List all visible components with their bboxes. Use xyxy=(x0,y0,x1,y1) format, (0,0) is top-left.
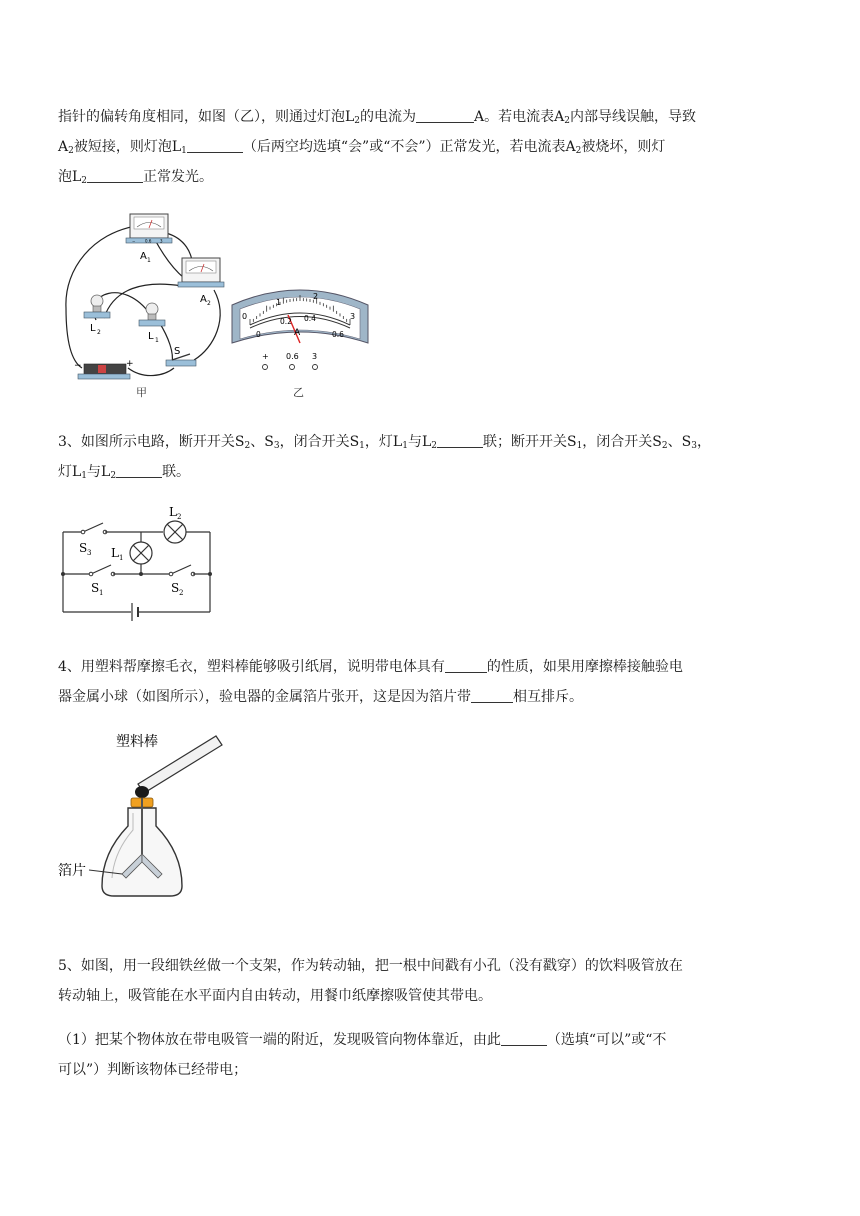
text: ，灯 xyxy=(364,434,393,450)
label-a1: A xyxy=(140,251,147,262)
symbol: L xyxy=(171,139,182,155)
text: 的性质，如果用摩擦棒接触验电 xyxy=(486,659,683,675)
text: （后两空均选填“会”或“不会”）正常发光，若电流表 xyxy=(242,139,566,155)
symbol: L xyxy=(392,434,403,450)
battery-plus: + xyxy=(126,359,134,369)
subscript: 3 xyxy=(691,441,697,451)
text: 、 xyxy=(667,434,682,450)
q2-line-3 xyxy=(58,162,803,192)
q4-line-2 xyxy=(58,682,803,712)
text: 指针的偏转角度相同，如图（乙），则通过灯泡 xyxy=(58,109,345,125)
text: 4、用塑料帮摩擦毛衣，塑料棒能够吸引纸屑，说明带电体具有 xyxy=(58,659,445,675)
symbol: A xyxy=(554,109,565,125)
q3-line-2 xyxy=(58,457,803,487)
terminal-label: − xyxy=(132,238,136,244)
circuit-schematic xyxy=(55,500,220,625)
text: 、 xyxy=(250,434,265,450)
terminal-plus: + xyxy=(262,352,269,361)
junction xyxy=(139,572,143,576)
subscript: 2 xyxy=(81,176,88,186)
label-a2: A xyxy=(200,294,207,305)
subscript: 2 xyxy=(354,116,361,126)
terminal-0-6: 0.6 xyxy=(286,352,299,361)
text: 内部导线误触，导致 xyxy=(570,109,697,125)
symbol: S xyxy=(652,434,662,450)
label-l2-sub: 2 xyxy=(177,513,182,521)
terminal-label: 0.6 xyxy=(145,238,152,244)
label-s3-sub: 3 xyxy=(87,549,92,557)
caption-yi: 乙 xyxy=(293,386,304,399)
text: （选填“可以”或“不 xyxy=(546,1032,667,1048)
terminal-post xyxy=(313,365,318,370)
subscript: 1 xyxy=(402,441,408,451)
text: 泡 xyxy=(58,169,72,185)
symbol: S xyxy=(681,434,692,450)
switch-contact xyxy=(81,530,85,534)
bottom-scale-0: 0 xyxy=(256,330,261,339)
top-scale-1: 1 xyxy=(276,298,282,307)
top-scale-0: 0 xyxy=(242,312,248,321)
label-s3: S xyxy=(79,541,88,555)
answer-blank-judge[interactable] xyxy=(501,1031,547,1046)
symbol: L xyxy=(72,464,82,480)
symbol: L xyxy=(72,169,82,185)
symbol: L xyxy=(101,464,111,480)
symbol: A xyxy=(565,139,576,155)
text: ，闭合开关 xyxy=(582,434,653,450)
answer-blank-property[interactable] xyxy=(445,658,487,673)
switch-s xyxy=(166,354,196,366)
q5-line-1: 5、如图，用一段细铁丝做一个支架，作为转动轴，把一根中间戳有小孔（没有戳穿）的饮料吸管放在 xyxy=(58,958,683,974)
bottom-scale-1: 0.2 xyxy=(280,317,292,326)
text: （1）把某个物体放在带电吸管一端的附近，发现吸管向物体靠近，由此 xyxy=(58,1032,501,1048)
subscript: 1 xyxy=(359,441,365,451)
metal-ball xyxy=(135,786,149,798)
switch-s3 xyxy=(83,523,103,532)
subscript: 1 xyxy=(81,471,88,481)
label-s1-sub: 1 xyxy=(99,589,104,597)
switch-s2 xyxy=(171,565,191,574)
subscript: 2 xyxy=(431,441,437,451)
label-s2: S xyxy=(171,581,180,595)
subscript: 2 xyxy=(110,471,117,481)
label-s: S xyxy=(174,346,181,357)
text: 器金属小球（如图所示），验电器的金属箔片张开，这是因为箔片带 xyxy=(58,689,471,705)
label-a1-sub: 1 xyxy=(147,257,151,264)
q2-line-1 xyxy=(58,102,803,132)
answer-blank-charge[interactable] xyxy=(471,688,513,703)
symbol: S xyxy=(349,434,360,450)
bottom-scale-2: 0.4 xyxy=(304,314,316,323)
text: 联；断开开关 xyxy=(482,434,567,450)
label-l1-sub: 1 xyxy=(119,554,124,562)
q4-line-1 xyxy=(58,652,803,682)
text: 的电流为 xyxy=(360,109,417,125)
text: A。若电流表 xyxy=(474,109,555,125)
label-l1: L xyxy=(111,546,119,560)
circuit-figure-jia xyxy=(54,208,229,398)
wire xyxy=(104,284,182,318)
top-scale-2: 2 xyxy=(313,292,319,301)
wire xyxy=(154,238,184,278)
label-a2-sub: 2 xyxy=(207,300,211,307)
symbol: S xyxy=(566,434,577,450)
answer-blank-connection-1[interactable] xyxy=(437,433,483,448)
wire xyxy=(128,368,174,376)
symbol: S xyxy=(234,434,245,450)
q3-line-1 xyxy=(58,427,803,457)
answer-blank-l1[interactable] xyxy=(187,138,243,153)
lamp-l2 xyxy=(84,295,110,318)
switch-contact xyxy=(169,572,173,576)
subscript: 1 xyxy=(576,441,583,451)
dial-unit: A xyxy=(294,328,301,338)
q5-sub1-line-2: 可以”）判断该物体已经带电； xyxy=(58,1062,248,1078)
rod-label: 塑料棒 xyxy=(116,734,158,750)
q5-line-2: 转动轴上，吸管能在水平面内自由转动，用餐巾纸摩擦吸管使其带电。 xyxy=(58,988,492,1004)
subscript: 3 xyxy=(273,441,280,451)
electroscope-figure xyxy=(56,728,236,903)
subscript: 2 xyxy=(564,116,571,126)
label-l2-sub: 2 xyxy=(97,329,101,336)
caption-jia: 甲 xyxy=(136,386,147,399)
answer-blank-current[interactable] xyxy=(416,108,474,123)
text: 正常发光。 xyxy=(143,169,214,185)
terminal-label: 3 xyxy=(160,238,163,244)
terminal-post xyxy=(290,365,295,370)
label-l2: L xyxy=(90,323,96,334)
label-s1: S xyxy=(91,581,100,595)
switch-contact xyxy=(89,572,93,576)
subscript: 2 xyxy=(661,441,668,451)
junction xyxy=(208,572,212,576)
text: ， xyxy=(696,434,711,450)
text: 与 xyxy=(87,464,102,480)
text: 被短接，则灯泡 xyxy=(73,139,172,155)
terminal-3: 3 xyxy=(312,352,318,361)
bottom-scale-3: 0.6 xyxy=(332,330,344,339)
symbol: L xyxy=(345,109,355,125)
q5-sub1-line-1 xyxy=(58,1025,803,1055)
label-l1-sub: 1 xyxy=(155,337,159,344)
answer-blank-l2[interactable] xyxy=(87,168,143,183)
subscript: 2 xyxy=(244,441,251,451)
text: 与 xyxy=(407,434,422,450)
label-l2: L xyxy=(169,505,177,519)
top-scale-3: 3 xyxy=(350,312,356,321)
symbol: A xyxy=(58,139,69,155)
ammeter-dial-yi xyxy=(228,283,373,373)
wire xyxy=(159,322,172,363)
subscript: 2 xyxy=(68,146,74,156)
subscript: 1 xyxy=(181,146,187,156)
label-s2-sub: 2 xyxy=(179,589,184,597)
battery xyxy=(78,364,130,379)
answer-blank-connection-2[interactable] xyxy=(116,463,162,478)
ammeter-a1 xyxy=(126,214,172,244)
ammeter-a2 xyxy=(178,258,224,287)
subscript: 2 xyxy=(575,146,582,156)
text: 3、如图所示电路，断开开关 xyxy=(58,434,235,450)
switch-s1 xyxy=(91,565,111,574)
battery-minus: − xyxy=(74,361,82,371)
foil-label: 箔片 xyxy=(58,863,86,879)
symbol: L xyxy=(421,434,432,450)
q2-line-2 xyxy=(58,132,803,162)
text: ，闭合开关 xyxy=(279,434,350,450)
terminal-post xyxy=(263,365,268,370)
symbol: S xyxy=(264,434,274,450)
text: 联。 xyxy=(162,464,191,480)
text: 被烧坏，则灯 xyxy=(581,139,666,155)
text: 灯 xyxy=(58,464,72,480)
text: 相互排斥。 xyxy=(513,689,583,705)
junction xyxy=(61,572,65,576)
label-l1: L xyxy=(148,331,154,342)
